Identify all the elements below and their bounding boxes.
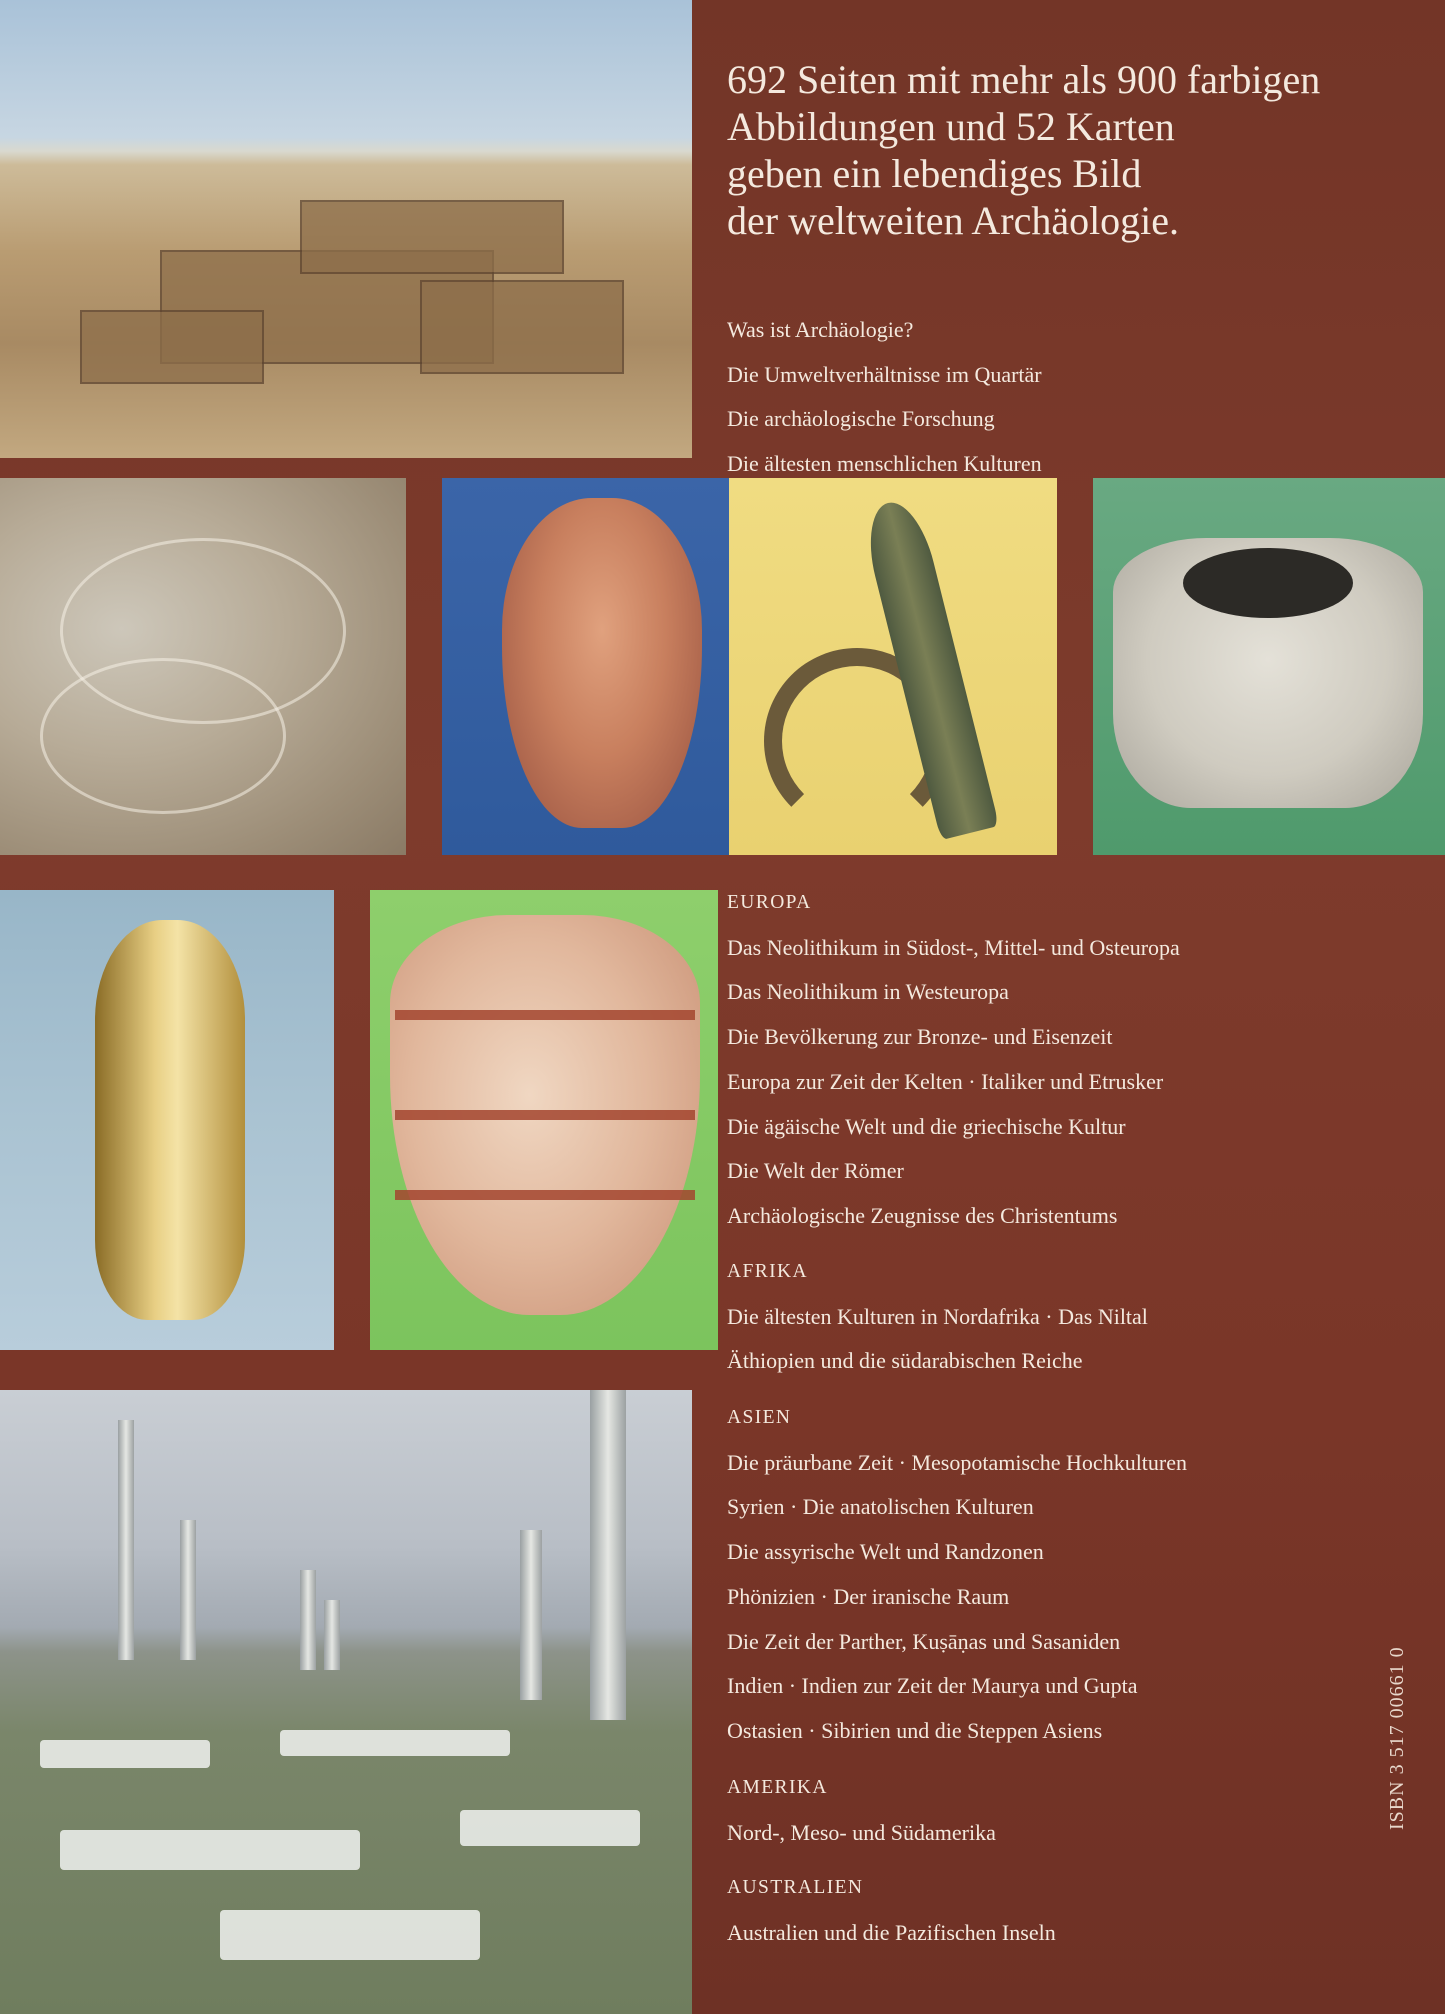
- list-item: Die ältesten Kulturen in Nordafrika · Das Niltal: [727, 1303, 1148, 1329]
- section-title: ASIEN: [727, 1407, 792, 1428]
- section-asien: [727, 1396, 1407, 1754]
- list-item: Das Neolithikum in Westeuropa: [727, 979, 1009, 1005]
- ceramic-pyxis-photo: [1093, 478, 1445, 855]
- headline: [727, 56, 1427, 244]
- headline-line: Abbildungen und 52 Karten: [727, 104, 1175, 149]
- headline-line: 692 Seiten mit mehr als 900 farbigen: [727, 57, 1321, 102]
- list-item: Phönizien · Der iranische Raum: [727, 1583, 1010, 1609]
- terracotta-head-photo: [442, 478, 769, 855]
- section-title: AUSTRALIEN: [727, 1877, 864, 1898]
- rock-engraving-photo: [0, 478, 406, 855]
- section-amerika: [727, 1766, 1407, 1855]
- section-title: AMERIKA: [727, 1777, 828, 1798]
- list-item: Die Umweltverhältnisse im Quartär: [727, 361, 1042, 387]
- list-item: Die präurbane Zeit · Mesopotamische Hochkulturen: [727, 1449, 1188, 1475]
- list-item: Die ägäische Welt und die griechische Kultur: [727, 1113, 1126, 1139]
- gold-figurine-photo: [0, 890, 334, 1350]
- list-item: Europa zur Zeit der Kelten · Italiker und Etrusker: [727, 1068, 1164, 1094]
- list-item: Die assyrische Welt und Randzonen: [727, 1539, 1044, 1565]
- excavation-site-photo: [0, 0, 692, 458]
- list-item: Nord-, Meso- und Südamerika: [727, 1819, 996, 1845]
- section-europa: [727, 881, 1407, 1239]
- section-title: AFRIKA: [727, 1261, 808, 1282]
- list-item: Syrien · Die anatolischen Kulturen: [727, 1494, 1034, 1520]
- marble-ruins-photo: [0, 1390, 692, 2014]
- list-item: Australien und die Pazifischen Inseln: [727, 1919, 1056, 1945]
- list-item: Was ist Archäologie?: [727, 317, 914, 342]
- list-item: Die Bevölkerung zur Bronze- und Eisenzeit: [727, 1024, 1113, 1050]
- list-item: Die archäologische Forschung: [727, 406, 995, 432]
- list-item: Ostasien · Sibirien und die Steppen Asiens: [727, 1717, 1103, 1743]
- painted-vessel-photo: [370, 890, 718, 1350]
- list-item: Die Welt der Römer: [727, 1158, 904, 1184]
- section-australien: [727, 1866, 1407, 1955]
- headline-line: der weltweiten Archäologie.: [727, 198, 1180, 243]
- list-item: Das Neolithikum in Südost-, Mittel- und Osteuropa: [727, 934, 1180, 960]
- intro-topics-list: [727, 308, 1407, 487]
- list-item: Die Zeit der Parther, Kuṣāṇas und Sasaniden: [727, 1628, 1121, 1654]
- isbn-number: ISBN 3 517 00661 0: [1386, 1646, 1408, 1830]
- list-item: Die ältesten menschlichen Kulturen: [727, 451, 1042, 477]
- bronze-torc-and-spearhead-photo: [729, 478, 1057, 855]
- list-item: Äthiopien und die südarabischen Reiche: [727, 1348, 1083, 1374]
- list-item: Indien · Indien zur Zeit der Maurya und Gupta: [727, 1673, 1138, 1699]
- section-afrika: [727, 1250, 1407, 1384]
- section-title: EUROPA: [727, 892, 812, 913]
- list-item: Archäologische Zeugnisse des Christentums: [727, 1202, 1118, 1228]
- headline-line: geben ein lebendiges Bild: [727, 151, 1142, 196]
